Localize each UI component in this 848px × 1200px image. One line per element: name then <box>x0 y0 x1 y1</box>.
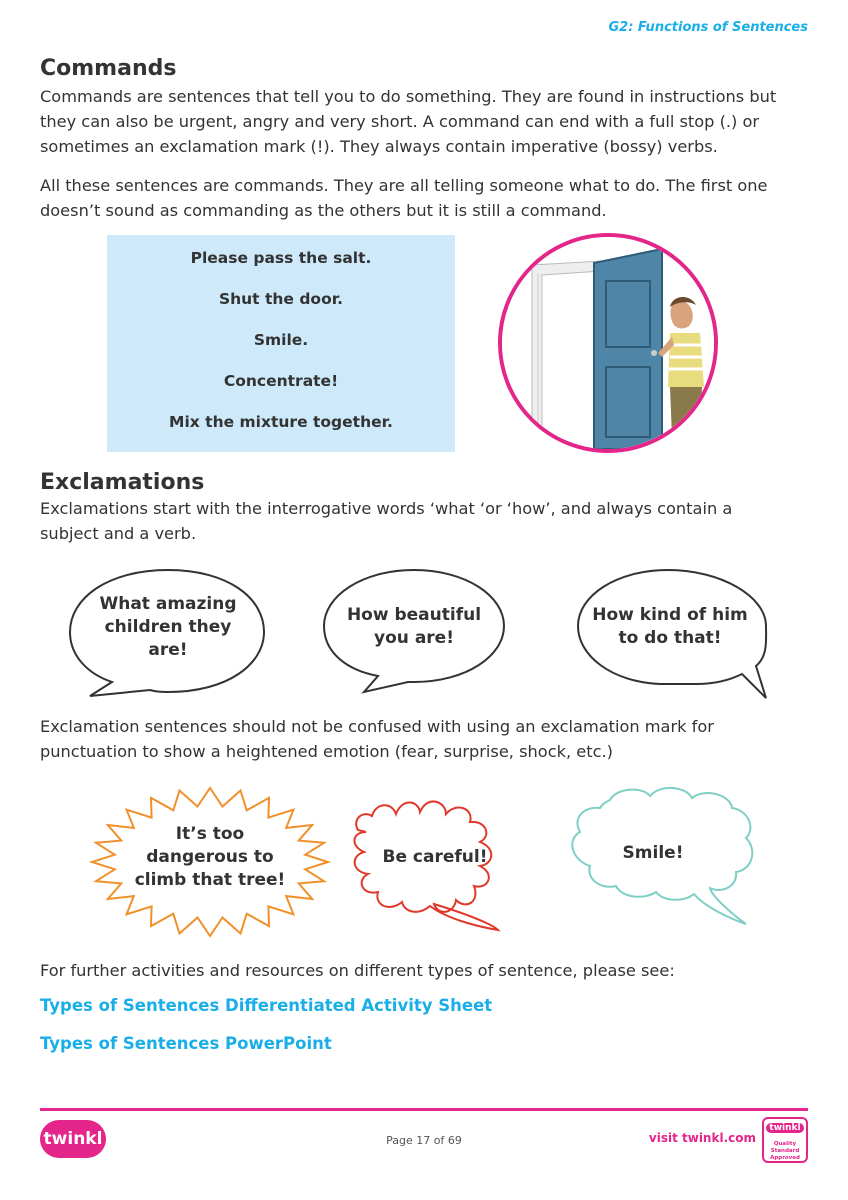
cloud-text <box>580 842 726 865</box>
text-line: Exclamation sentences should not be confused with using an exclamation mark for <box>40 717 714 736</box>
visit-link[interactable]: visit twinkl.com <box>648 1131 756 1145</box>
text-line: It’s too <box>175 824 245 844</box>
speech-bubble-1-text <box>84 593 252 662</box>
further-intro: For further activities and resources on different types of sentence, please see: <box>40 961 675 980</box>
link-differentiated-activity-sheet[interactable]: Types of Sentences Differentiated Activity Sheet <box>40 996 493 1015</box>
text-line: subject and a verb. <box>40 524 197 543</box>
text-line: Smile! <box>622 843 684 863</box>
text-line: Be careful! <box>382 847 488 867</box>
text-line: you are! <box>374 628 454 648</box>
quality-badge <box>762 1117 808 1163</box>
text-line: Exclamations start with the interrogative words ‘what ‘or ‘how’, and always contain a <box>40 499 733 518</box>
exclamations-heading: Exclamations <box>40 470 205 495</box>
door-illustration <box>498 233 718 453</box>
text-line: What amazing <box>99 594 237 614</box>
starburst-text <box>116 823 304 892</box>
command-example: Shut the door. <box>218 290 344 308</box>
text-line: punctuation to show a heightened emotion (fear, surprise, shock, etc.) <box>40 742 613 761</box>
text-line: climb that tree! <box>134 870 286 890</box>
text-line: to do that! <box>618 628 722 648</box>
command-example: Please pass the salt. <box>190 249 372 267</box>
twinkl-logo[interactable]: twinkl <box>40 1120 106 1158</box>
exclamations-paragraph-2 <box>40 714 810 764</box>
text-line: Commands are sentences that tell you to do something. They are found in instructions but <box>40 87 777 106</box>
badge-title: twinkl <box>764 1123 806 1133</box>
command-example: Concentrate! <box>223 372 339 390</box>
commands-paragraph-2 <box>40 173 810 223</box>
link-powerpoint[interactable]: Types of Sentences PowerPoint <box>40 1034 332 1053</box>
command-example: Mix the mixture together. <box>169 413 393 431</box>
text-line: How kind of him <box>592 605 748 625</box>
badge-text <box>764 1141 806 1162</box>
page-number: Page 17 of 69 <box>386 1134 462 1147</box>
commands-paragraph-1 <box>40 84 810 159</box>
text-line: Quality Standard <box>770 1141 800 1154</box>
command-example: Smile. <box>253 331 309 349</box>
text-line: How beautiful <box>346 605 482 625</box>
text-line: dangerous to <box>146 847 274 867</box>
wavy-text <box>350 846 520 869</box>
text-line: are! <box>148 640 188 660</box>
command-examples-box <box>107 235 455 452</box>
commands-heading: Commands <box>40 56 177 81</box>
door-boy-illustration <box>502 237 714 449</box>
text-line: doesn’t sound as commanding as the others but it is still a command. <box>40 201 607 220</box>
exclamations-paragraph-1 <box>40 496 810 546</box>
header-title: G2: Functions of Sentences <box>608 20 808 35</box>
text-line: All these sentences are commands. They are all telling someone what to do. The first one <box>40 176 768 195</box>
speech-bubble-3-text <box>582 604 758 650</box>
footer-divider <box>40 1108 808 1111</box>
text-line: children they <box>104 617 232 637</box>
text-line: they can also be urgent, angry and very short. A command can end with a full stop (.) or <box>40 112 760 131</box>
speech-bubble-2-text <box>330 604 498 650</box>
text-line: sometimes an exclamation mark (!). They always contain imperative (bossy) verbs. <box>40 137 718 156</box>
text-line: Approved <box>770 1155 800 1161</box>
